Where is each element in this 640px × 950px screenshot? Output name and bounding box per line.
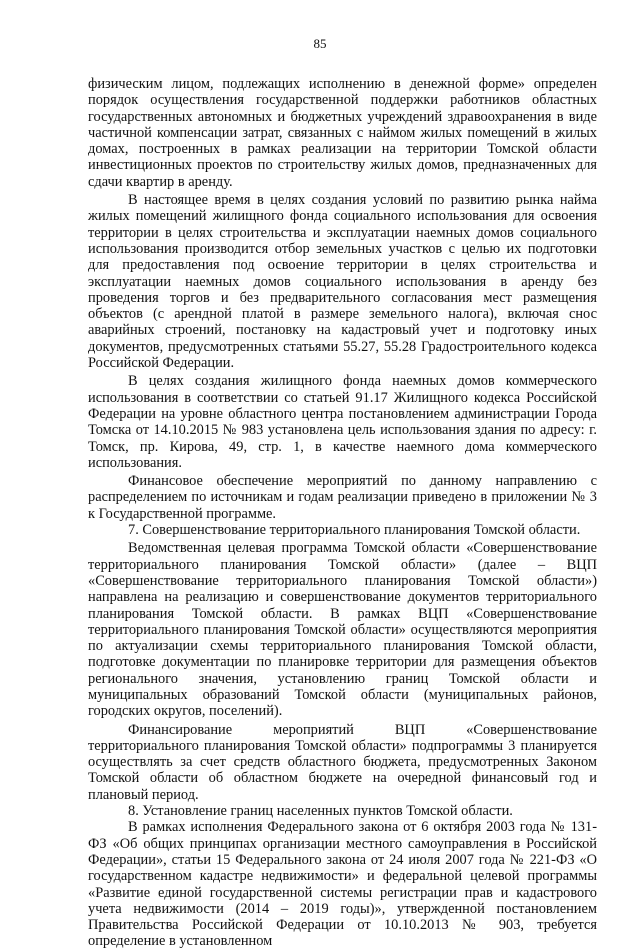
paragraph-commercial-housing: В целях создания жилищного фонда наемных домов коммерческого использования в соответствии со статьей 91.17 Жилищного кодекса Российской Федерации на уровне областного центра постановлением администрации Города Томска от 14.10.2015 № 983 установлена цель использования здания по адресу: г. Томск, пр. Кирова, 49, стр. 1, в качестве наемного дома коммерческого использования. (88, 373, 597, 471)
page-number: 85 (313, 36, 327, 51)
paragraph-continuation: физическим лицом, подлежащих исполнению в денежной форме» определен порядок осуществления государственной поддержки работников областных государственных автономных и бюджетных учреждений здравоохранения в виде частичной компенсации затрат, связанных с наймом жилых помещений в жилых домах, построенных в рамках реализации на территории Томской области инвестиционных проектов по строительству жилых домов, предназначенных для сдачи квартир в аренду. (88, 76, 597, 190)
paragraph-financing-appendix: Финансовое обеспечение мероприятий по данному направлению с распределением по источникам и годам реализации приведено в приложении № 3 к Государственной программе. (88, 473, 597, 522)
paragraph-vcp-financing: Финансирование мероприятий ВЦП «Совершенствование территориального планирования Томской области» подпрограммы 3 планируется осуществлять за счет средств областного бюджета, предусмотренных Законом Томской области об областном бюджете на очередной финансовый год и плановый период. (88, 721, 597, 803)
section-heading-7: 7. Совершенствование территориального планирования Томской области. (128, 522, 581, 539)
document-body (88, 76, 597, 950)
paragraph-vcp-program: Ведомственная целевая программа Томской области «Совершенствование территориального планирования Томской области» (далее – ВЦП «Совершенствование территориального планирования Томской области») направлена на реализацию и совершенствование документов территориального планирования Томской области. В рамках ВЦП «Совершенствование территориального планирования Томской области» осуществляются мероприятия по актуализации схемы территориального планирования Томской области, подготовке документации по планировке территории для размещения объектов регионального значения, установлению границ Томской области и муниципальных образований Томской области (муниципальных районов, городских округов, поселений). (88, 540, 597, 720)
paragraph-federal-law: В рамках исполнения Федерального закона от 6 октября 2003 года № 131-ФЗ «Об общих принципах организации местного самоуправления в Российской Федерации», статьи 15 Федерального закона от 24 июля 2007 года № 221-ФЗ «О государственном кадастре недвижимости» и федеральной целевой программы «Развитие единой государственной системы регистрации прав и кадастрового учета недвижимости (2014 – 2019 годы)», утвержденной постановлением Правительства Российской Федерации от 10.10.2013 № 903, требуется определение в установленном (88, 819, 597, 950)
paragraph-rental-housing: В настоящее время в целях создания условий по развитию рынка найма жилых помещений жилищного фонда социального использования для освоения территории в целях строительства и эксплуатации наемных домов социального использования производится отбор земельных участков с целью их подготовки для предоставления под освоение территории в целях строительства и эксплуатации наемных домов социального использования в аренду без проведения торгов и без предварительного согласования мест размещения объектов (с арендной платой в размере земельного налога), включая снос аварийных строений, постановку на кадастровый учет и подготовку иных документов, предусмотренных статьями 55.27, 55.28 Градостроительного кодекса Российской Федерации. (88, 192, 597, 372)
section-heading-8: 8. Установление границ населенных пунктов Томской области. (128, 803, 513, 820)
